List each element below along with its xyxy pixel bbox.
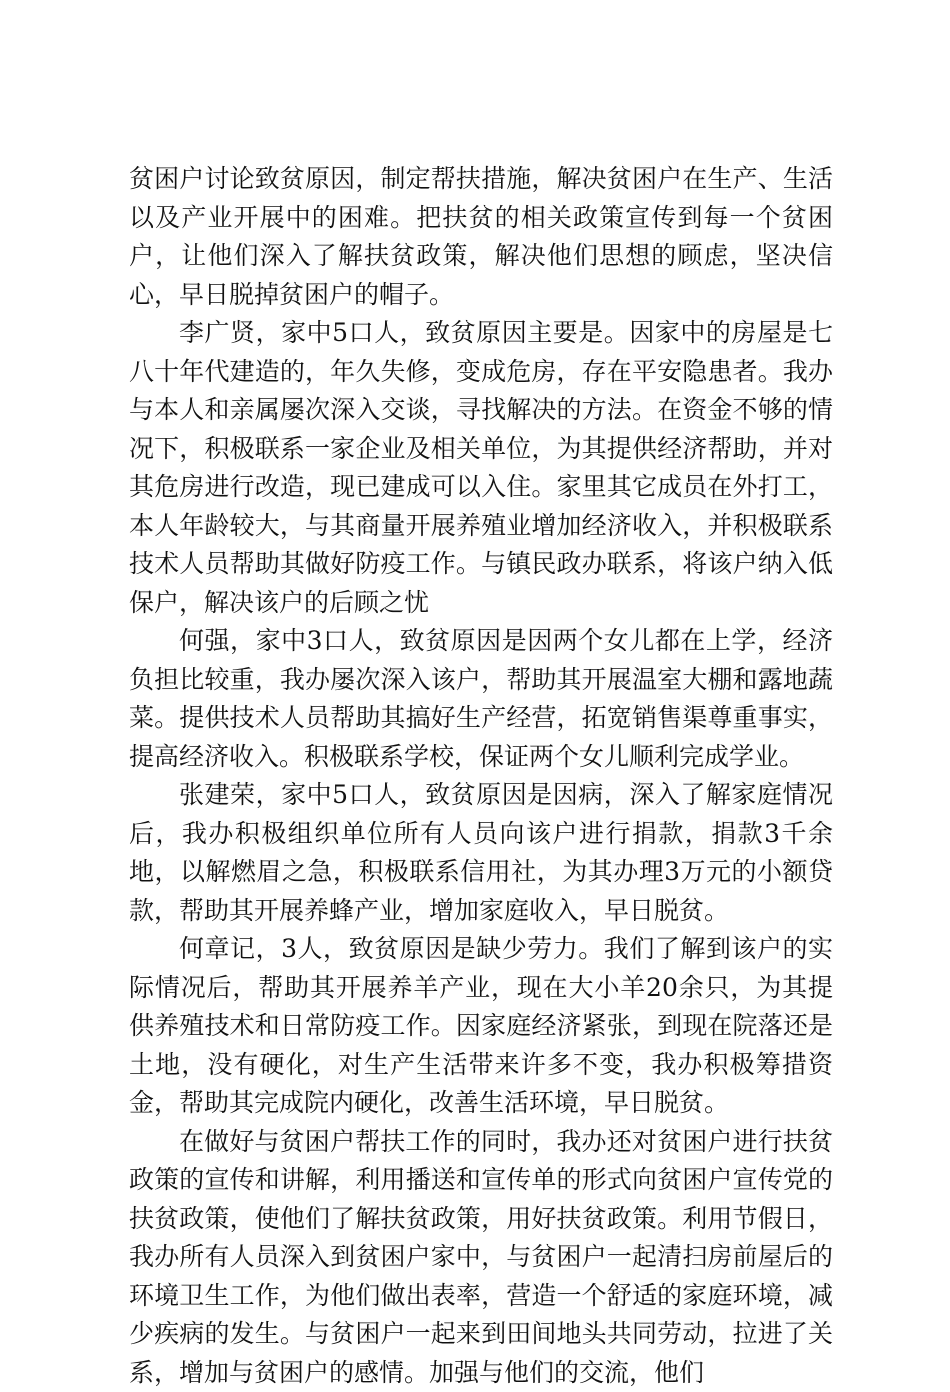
paragraph-3: 何强，家中3口人，致贫原因是因两个女儿都在上学，经济负担比较重，我办屡次深入该户，帮助其开展温室大棚和露地蔬菜。提供技术人员帮助其搞好生产经营，拓宽销售渠尊重事实，提高经济收入。积极联系学校，保证两个女儿顺利完成学业。 bbox=[129, 622, 833, 776]
paragraph-2: 李广贤，家中5口人，致贫原因主要是。因家中的房屋是七八十年代建造的，年久失修，变成危房，存在平安隐患者。我办与本人和亲属屡次深入交谈，寻找解决的方法。在资金不够的情况下，积极联系一家企业及相关单位，为其提供经济帮助，并对其危房进行改造，现已建成可以入住。家里其它成员在外打工，本人年龄较大，与其商量开展养殖业增加经济收入，并积极联系技术人员帮助其做好防疫工作。与镇民政办联系，将该户纳入低保户，解决该户的后顾之忧 bbox=[129, 314, 833, 622]
document-body bbox=[129, 160, 833, 1392]
paragraph-1: 贫困户讨论致贫原因，制定帮扶措施，解决贫困户在生产、生活以及产业开展中的困难。把扶贫的相关政策宣传到每一个贫困户，让他们深入了解扶贫政策，解决他们思想的顾虑，坚决信心，早日脱掉贫困户的帽子。 bbox=[129, 160, 833, 314]
paragraph-4: 张建荣，家中5口人，致贫原因是因病，深入了解家庭情况后，我办积极组织单位所有人员向该户进行捐款，捐款3千余地，以解燃眉之急，积极联系信用社，为其办理3万元的小额贷款，帮助其开展养蜂产业，增加家庭收入，早日脱贫。 bbox=[129, 776, 833, 930]
paragraph-6: 在做好与贫困户帮扶工作的同时，我办还对贫困户进行扶贫政策的宣传和讲解，利用播送和宣传单的形式向贫困户宣传党的扶贫政策，使他们了解扶贫政策，用好扶贫政策。利用节假日，我办所有人员深入到贫困户家中，与贫困户一起清扫房前屋后的环境卫生工作，为他们做出表率，营造一个舒适的家庭环境，减少疾病的发生。与贫困户一起来到田间地头共同劳动，拉进了关系，增加与贫困户的感情。加强与他们的交流，他们 bbox=[129, 1123, 833, 1392]
paragraph-5: 何章记，3人，致贫原因是缺少劳力。我们了解到该户的实际情况后，帮助其开展养羊产业，现在大小羊20余只，为其提供养殖技术和日常防疫工作。因家庭经济紧张，到现在院落还是土地，没有硬化，对生产生活带来许多不变，我办积极筹措资金，帮助其完成院内硬化，改善生活环境，早日脱贫。 bbox=[129, 930, 833, 1123]
